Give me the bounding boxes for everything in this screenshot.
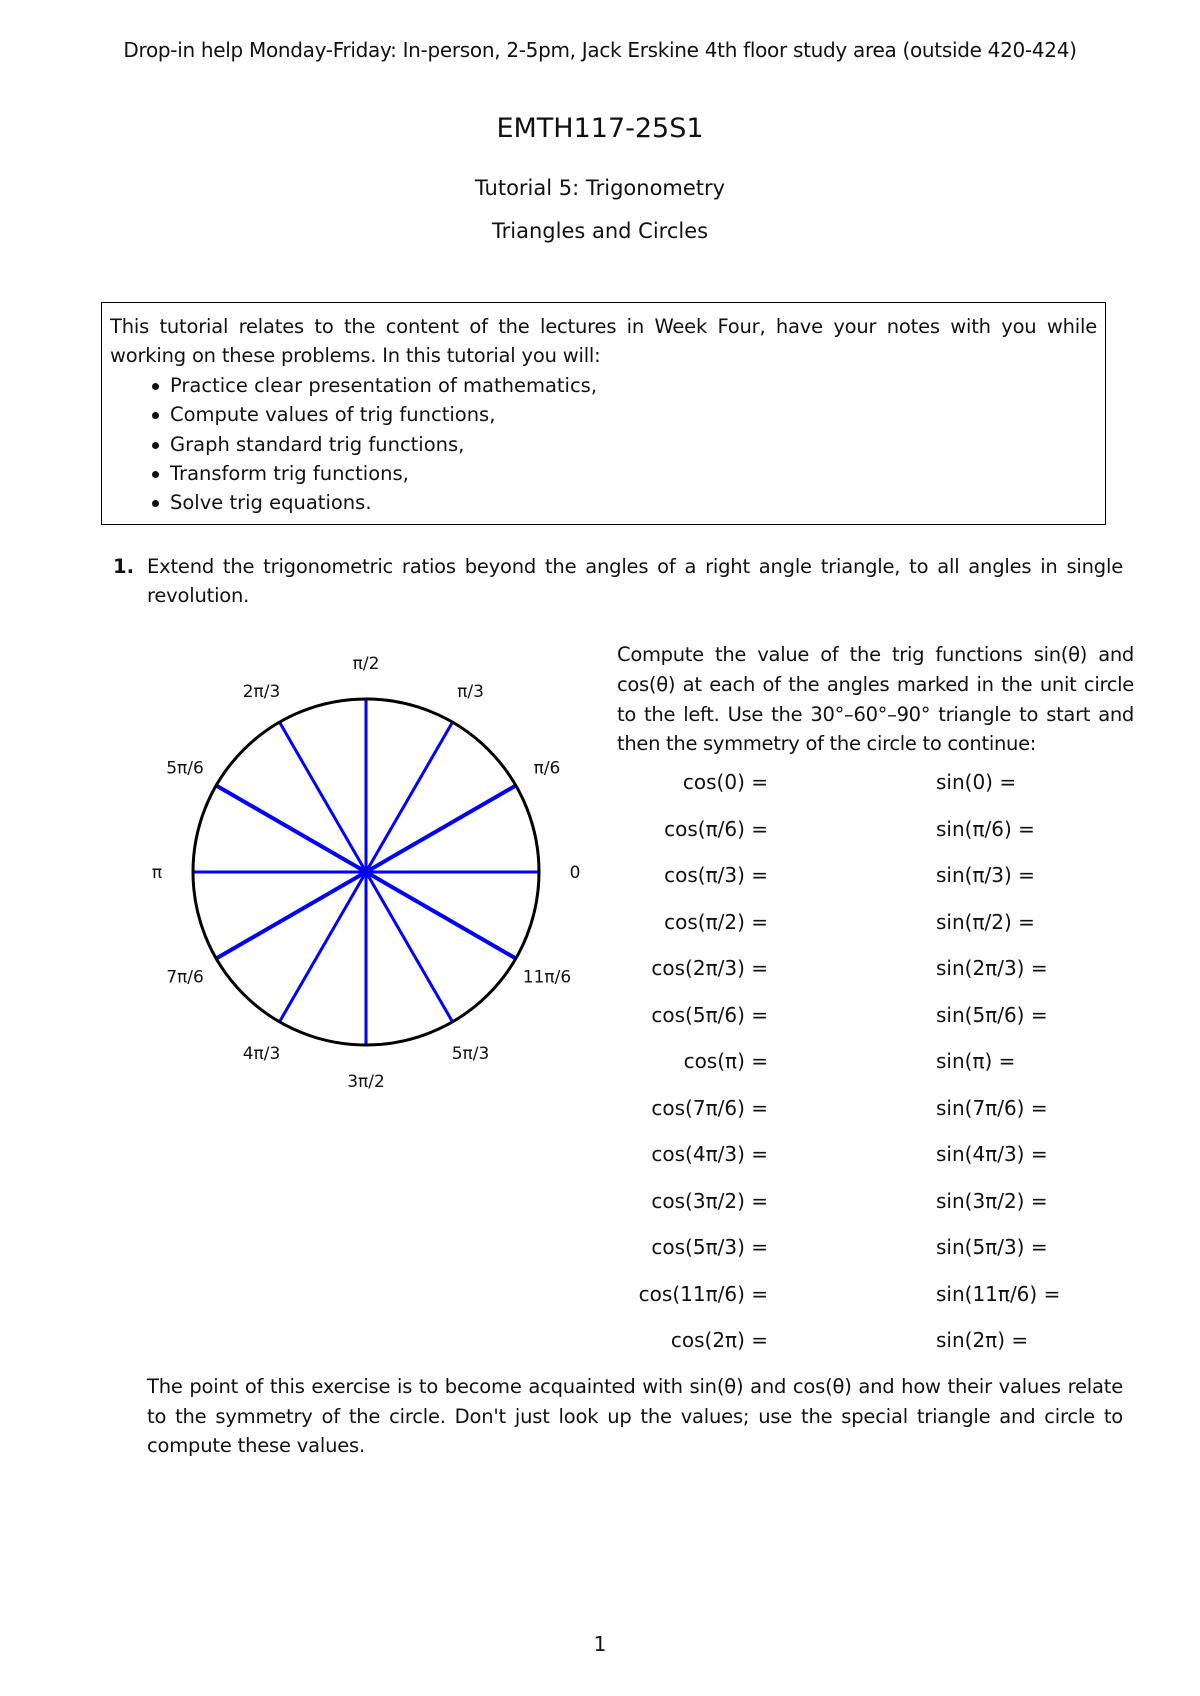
cos-equation: cos(5π/3) = <box>651 1235 768 1259</box>
objective-item: Practice clear presentation of mathematics, <box>110 371 1097 400</box>
sin-equation: sin(3π/2) = <box>936 1188 1048 1213</box>
sin-equation: sin(7π/6) = <box>936 1095 1048 1120</box>
sin-equation: sin(π/6) = <box>936 816 1035 841</box>
instruction-line: then the symmetry of the circle to continue: <box>617 732 1037 756</box>
sin-equation: sin(0) = <box>936 770 1017 794</box>
unit-circle-diagram <box>140 640 600 1100</box>
sin-equation: sin(11π/6) = <box>936 1281 1061 1306</box>
cos-equation: cos(4π/3) = <box>651 1142 768 1166</box>
page-number: 1 <box>593 1632 607 1656</box>
angle-label: π/2 <box>352 654 380 674</box>
angle-spoke <box>280 722 367 872</box>
instruction-line: cos(θ) at each of the angles marked in the unit circle <box>617 672 1134 696</box>
cos-equation: cos(2π) = <box>670 1328 768 1352</box>
cos-equation: cos(2π/3) = <box>651 956 768 980</box>
question-1 <box>113 552 1123 610</box>
instructions-text <box>617 640 1134 759</box>
exercise-explanation: The point of this exercise is to become acquainted with sin(θ) and cos(θ) and how their values relate to the symmetry of the circle. Don't just look up the values; use the special triangle and circle to compute these values. <box>147 1375 1123 1457</box>
cos-equation: cos(11π/6) = <box>638 1281 768 1306</box>
question-text: Extend the trigonometric ratios beyond the angles of a right angle triangle, to all angles in single revolution. <box>147 555 1123 607</box>
cos-equation: cos(3π/2) = <box>651 1188 768 1213</box>
objective-item: Solve trig equations. <box>110 488 1097 517</box>
angle-label: 4π/3 <box>242 1043 281 1064</box>
objectives-box <box>101 302 1106 525</box>
sin-equation: sin(5π/6) = <box>936 1002 1048 1027</box>
angle-spoke <box>366 786 516 873</box>
cos-equation: cos(π/3) = <box>664 863 768 887</box>
cos-equation: cos(π) = <box>683 1049 768 1073</box>
angle-spoke <box>366 722 453 872</box>
angle-label: π/6 <box>533 758 561 779</box>
angle-spoke <box>366 872 453 1022</box>
sin-equation: sin(2π) = <box>936 1328 1029 1352</box>
sin-equation: sin(π) = <box>936 1049 1016 1073</box>
angle-spoke <box>216 786 366 873</box>
sin-equation: sin(5π/3) = <box>936 1235 1048 1259</box>
sin-equation: sin(π/3) = <box>936 863 1035 887</box>
angle-label: 5π/6 <box>166 758 204 779</box>
angle-label: 11π/6 <box>522 967 572 988</box>
question-number: 1. <box>113 555 134 578</box>
sin-equation: sin(2π/3) = <box>936 956 1048 980</box>
sin-equation: sin(π/2) = <box>936 909 1035 934</box>
angle-label: π <box>151 863 163 883</box>
angle-label: 3π/2 <box>347 1072 385 1092</box>
drop-in-help-note: Drop-in help Monday-Friday: In-person, 2-5pm, Jack Erskine 4th floor study area (outside 420-424) <box>123 38 1077 62</box>
cos-equation: cos(5π/6) = <box>651 1002 768 1027</box>
angle-spoke <box>366 872 516 959</box>
objective-item: Transform trig functions, <box>110 459 1097 488</box>
objectives-intro: This tutorial relates to the content of the lectures in Week Four, have your notes with you while working on these problems. In this tutorial you will: <box>110 315 1097 368</box>
cos-equation: cos(7π/6) = <box>651 1095 768 1120</box>
angle-label: π/3 <box>457 682 484 703</box>
cos-equation: cos(0) = <box>682 770 768 794</box>
tutorial-subtitle: Triangles and Circles <box>491 219 709 243</box>
angle-label: 5π/3 <box>451 1043 490 1064</box>
sin-equation: sin(4π/3) = <box>936 1142 1048 1166</box>
objective-item: Graph standard trig functions, <box>110 430 1097 459</box>
angle-spoke <box>216 872 366 959</box>
instruction-line: Compute the value of the trig functions sin(θ) and <box>617 643 1134 666</box>
angle-label: 7π/6 <box>166 967 204 988</box>
angle-spoke <box>280 872 367 1022</box>
instruction-line: to the left. Use the 30°–60°–90° triangle to start and <box>617 702 1134 726</box>
tutorial-title: Tutorial 5: Trigonometry <box>474 176 726 200</box>
cos-equation: cos(π/2) = <box>664 909 768 934</box>
course-code: EMTH117-25S1 <box>496 113 704 144</box>
angle-label: 2π/3 <box>242 682 281 703</box>
objectives-list <box>110 371 1097 518</box>
cos-equation: cos(π/6) = <box>664 816 768 841</box>
angle-label: 0 <box>569 863 581 883</box>
objective-item: Compute values of trig functions, <box>110 400 1097 429</box>
